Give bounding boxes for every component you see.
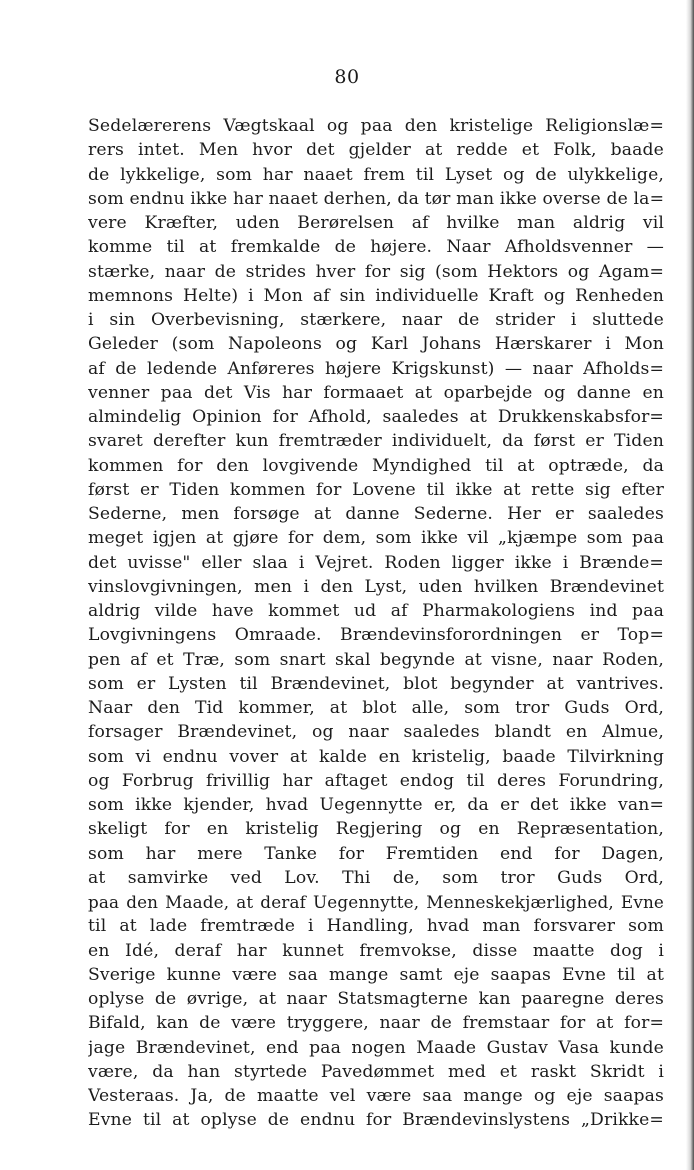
text-line: som er Lysten til Brændevinet, blot begynder at vantrives. (88, 673, 664, 694)
text-line: og Forbrug frivillig har aftaget endog til deres Forundring, (88, 770, 664, 791)
body-text (88, 114, 664, 1133)
text-line: kommen for den lovgivende Myndighed til at optræde, da (88, 455, 664, 476)
text-line: vere Kræfter, uden Berørelsen af hvilke man aldrig vil (88, 213, 664, 233)
text-line: som endnu ikke har naaet derhen, da tør man ikke overse de la= (88, 188, 664, 209)
text-line: Geleder (som Napoleons og Karl Johans Hærskarer i Mon (88, 334, 664, 355)
text-line: Sederne, men forsøge at danne Sederne. Her er saaledes (88, 504, 664, 524)
text-line: Sverige kunne være saa mange samt eje saapas Evne til at (88, 964, 664, 985)
text-line: aldrig vilde have kommet ud af Pharmakologiens ind paa (88, 601, 664, 621)
text-line: venner paa det Vis har formaaet at oparbejde og danne en (88, 382, 664, 403)
text-line: som har mere Tanke for Fremtiden end for Dagen, (88, 843, 664, 864)
text-line: som vi endnu vover at kalde en kristelig, baade Tilvirkning (88, 746, 664, 767)
text-line: komme til at fremkalde de højere. Naar Afholdsvenner — (88, 237, 664, 258)
text-line: først er Tiden kommen for Lovene til ikke at rette sig efter (88, 479, 664, 500)
text-line: Evne til at oplyse de endnu for Brændevinslystens „Drikke= (88, 1110, 664, 1131)
text-line: være, da han styrtede Pavedømmet med et raskt Skridt i (88, 1061, 664, 1082)
text-line: af de ledende Anføreres højere Krigskunst) — naar Afholds= (88, 358, 664, 379)
text-line: paa den Maade, at deraf Uegennytte, Menneskekjærlighed, Evne (88, 892, 664, 912)
text-line: Vesteraas. Ja, de maatte vel være saa mange og eje saapas (88, 1086, 664, 1106)
text-line: som ikke kjender, hvad Uegennytte er, da er det ikke van= (88, 795, 664, 815)
text-line: det uvisse" eller slaa i Vejret. Roden ligger ikke i Brænde= (88, 552, 664, 573)
text-line: i sin Overbevisning, stærkere, naar de strider i sluttede (88, 310, 664, 330)
text-line: oplyse de øvrige, at naar Statsmagterne kan paaregne deres (88, 989, 664, 1009)
text-line: meget igjen at gjøre for dem, som ikke vil „kjæmpe som paa (88, 528, 664, 549)
text-line: de lykkelige, som har naaet frem til Lyset og de ulykkelige, (88, 164, 664, 185)
text-line: forsager Brændevinet, og naar saaledes blandt en Almue, (88, 722, 664, 743)
text-line: pen af et Træ, som snart skal begynde at visne, naar Roden, (88, 649, 664, 670)
text-line: til at lade fremtræde i Handling, hvad man forsvarer som (88, 916, 664, 937)
text-line: vinslovgivningen, men i den Lyst, uden hvilken Brændevinet (88, 576, 664, 597)
text-line: Naar den Tid kommer, at blot alle, som tror Guds Ord, (88, 698, 664, 718)
text-line: Sedelærerens Vægtskaal og paa den kristelige Religionslæ= (88, 116, 664, 136)
text-line: jage Brændevinet, end paa nogen Maade Gustav Vasa kunde (88, 1037, 664, 1058)
text-line: skeligt for en kristelig Regjering og en Repræsentation, (88, 819, 664, 840)
text-line: en Idé, deraf har kunnet fremvokse, disse maatte dog i (88, 940, 664, 961)
text-line: Bifald, kan de være tryggere, naar de fremstaar for at for= (88, 1013, 664, 1034)
text-line: svaret derefter kun fremtræder individuelt, da først er Tiden (88, 431, 664, 452)
page-number: 80 (334, 66, 360, 88)
text-line: stærke, naar de strides hver for sig (som Hektors og Agam= (88, 261, 664, 282)
text-line: Lovgivningens Omraade. Brændevinsforordningen er Top= (88, 625, 664, 646)
text-line: almindelig Opinion for Afhold, saaledes at Drukkenskabsfor= (88, 407, 664, 427)
text-line: rers intet. Men hvor det gjelder at redde et Folk, baade (88, 140, 664, 161)
page-edge-shadow (686, 0, 694, 1170)
text-line: at samvirke ved Lov. Thi de, som tror Guds Ord, (88, 867, 664, 888)
text-line: memnons Helte) i Mon af sin individuelle Kraft og Renheden (88, 285, 664, 306)
